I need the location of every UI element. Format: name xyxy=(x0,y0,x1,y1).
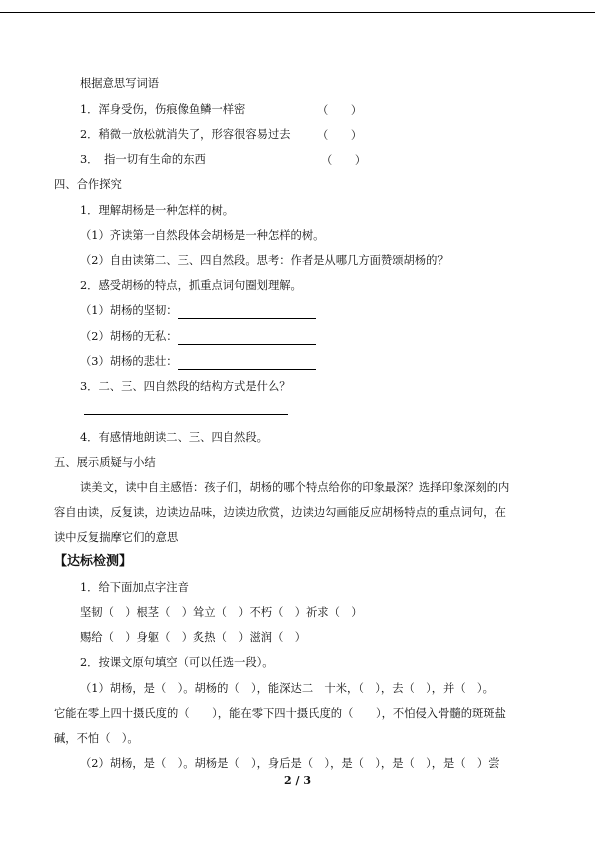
answer-line[interactable] xyxy=(178,357,316,370)
section4-q2-item-2 xyxy=(80,329,316,345)
vocab-title: 根据意思写词语 xyxy=(80,77,160,90)
section5-para-line-2: 容自由读，反复读，边读边品味，边读边欣赏，边读边勾画能反应胡杨特点的重点词句，在 xyxy=(54,506,506,519)
vocab-answer-2: （ ） xyxy=(317,129,363,142)
section4-q2-item-1 xyxy=(80,303,316,319)
section4-q1: 1．理解胡杨是一种怎样的树。 xyxy=(80,204,235,217)
vocab-answer-1: （ ） xyxy=(317,104,363,117)
q2-item-label: （3）胡杨的悲壮： xyxy=(80,355,178,368)
section5-title: 五、展示质疑与小结 xyxy=(54,456,156,469)
fill1-line-2: 它能在零上四十摄氏度的（ ），能在零下四十摄氏度的（ ），不怕侵入骨髓的斑斑盐 xyxy=(54,707,506,720)
fill2-line-1: （2）胡杨，是（ ）。胡杨是（ ），身后是（ ），是（ ），是（ ），是（ ）尝 xyxy=(80,757,500,770)
section5-para-line-3: 读中反复揣摩它们的意思 xyxy=(54,531,179,544)
section4-title: 四、合作探究 xyxy=(54,178,122,191)
section4-q2: 2．感受胡杨的特点，抓重点词句圈划理解。 xyxy=(80,279,302,292)
section5-para-line-1: 读美文，读中自主感悟：孩子们，胡杨的哪个特点给你的印象最深？选择印象深刻的内 xyxy=(80,481,510,494)
test-q2: 2．按课文原句填空（可以任选一段）。 xyxy=(80,656,274,669)
pinyin-item: 根茎（ ） xyxy=(136,606,193,619)
test-q1: 1．给下面加点字注音 xyxy=(80,581,189,594)
page-number: 2 / 3 xyxy=(284,774,311,787)
test-title: 【达标检测】 xyxy=(54,554,133,569)
pinyin-item: 坚韧（ ） xyxy=(80,606,137,619)
pinyin-item: 不朽（ ） xyxy=(249,606,306,619)
answer-line[interactable] xyxy=(178,306,316,319)
section4-q1-1: （1）齐读第一自然段体会胡杨是一种怎样的树。 xyxy=(80,229,325,242)
section4-q1-2: （2）自由读第二、三、四自然段。思考：作者是从哪几方面赞颂胡杨的？ xyxy=(80,254,449,267)
pinyin-row-1 xyxy=(80,605,363,621)
section4-q2-item-3 xyxy=(80,354,316,370)
q2-item-label: （2）胡杨的无私： xyxy=(80,330,178,343)
pinyin-item: 炙热（ ） xyxy=(193,631,250,644)
pinyin-item: 耸立（ ） xyxy=(193,606,250,619)
vocab-item-1: 1．浑身受伤，伤痕像鱼鳞一样密 xyxy=(80,103,246,116)
vocab-answer-3: （ ） xyxy=(321,154,367,167)
pinyin-item: 祈求（ ） xyxy=(306,606,363,619)
answer-line[interactable] xyxy=(178,332,316,345)
pinyin-item: 赐给（ ） xyxy=(80,631,137,644)
vocab-item-2: 2．稍微一放松就消失了，形容很容易过去 xyxy=(80,128,291,141)
section4-q3: 3．二、三、四自然段的结构方式是什么？ xyxy=(80,380,291,393)
pinyin-row-2 xyxy=(80,630,306,646)
pinyin-item: 滋润（ ） xyxy=(249,631,306,644)
fill1-line-1: （1）胡杨，是（ ）。胡杨的（ ），能深达二 十米，（ ），去（ ），并（ ）。 xyxy=(80,682,494,695)
q3-answer-line[interactable] xyxy=(84,414,288,415)
header-rule xyxy=(0,12,595,13)
fill1-line-3: 碱，不怕（ ）。 xyxy=(54,732,139,745)
q2-item-label: （1）胡杨的坚韧： xyxy=(80,304,178,317)
pinyin-item: 身躯（ ） xyxy=(136,631,193,644)
section4-q4: 4．有感情地朗读二、三、四自然段。 xyxy=(80,431,268,444)
vocab-item-3: 3． 指一切有生命的东西 xyxy=(80,153,206,166)
